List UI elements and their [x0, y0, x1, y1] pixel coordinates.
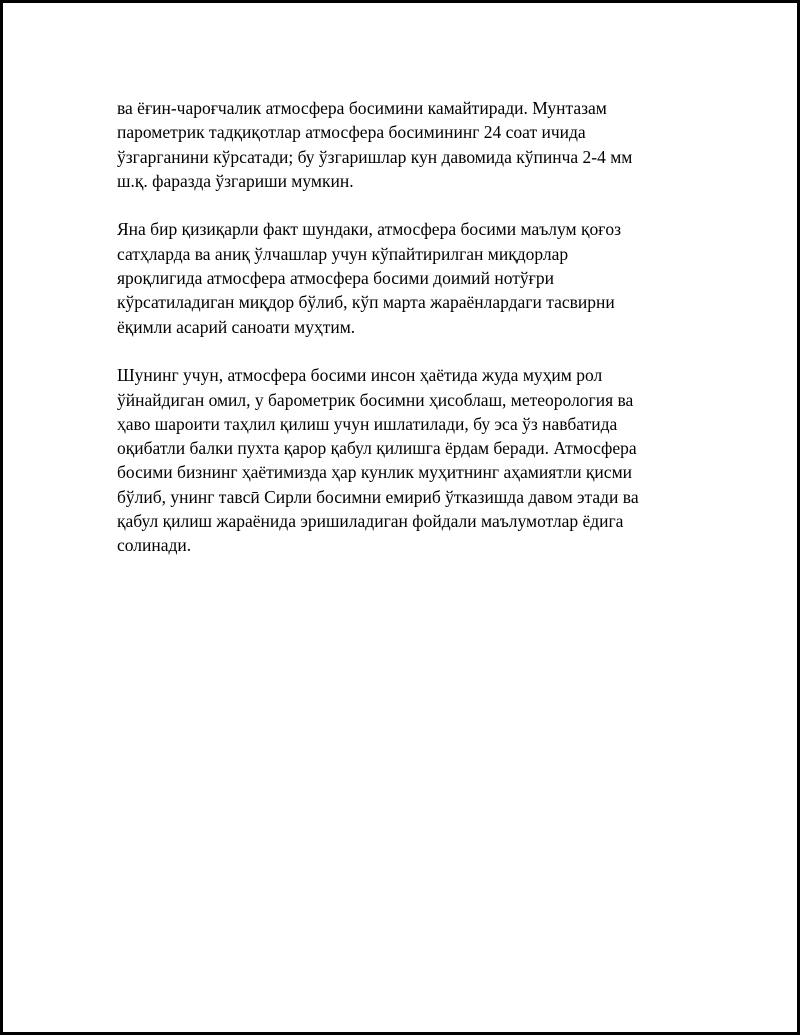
- text-line: ўйнайдиган омил, у барометрик босимни ҳисоблаш, метеорология ва: [117, 389, 634, 410]
- text-line: босими бизнинг ҳаётимизда ҳар кунлик муҳитнинг аҳамиятли қисми: [117, 462, 633, 483]
- text-line: Шунинг учун, атмосфера босими инсон ҳаётида жуда муҳим рол: [117, 365, 603, 386]
- text-line: яроқлигида атмосфера атмосфера босими доимий нотўғри: [117, 268, 554, 289]
- text-line: ҳаво шароити таҳлил қилиш учун ишлатилади, бу эса ўз навбатида: [117, 413, 618, 434]
- document-body: [117, 96, 701, 582]
- text-line: ш.қ. фаразда ўзгариши мумкин.: [117, 170, 354, 191]
- text-line: ёқимли асарий саноати муҳтим.: [117, 316, 356, 337]
- text-line: сатҳларда ва аниқ ўлчашлар учун кўпайтирилган миқдорлар: [117, 243, 569, 264]
- text-line: парометрик тадқиқотлар атмосфера босимининг 24 соат ичида: [117, 122, 586, 143]
- text-line: ва ёғин-чароғчалик атмосфера босимини камайтиради. Мунтазам: [117, 98, 607, 118]
- text-line: солинади.: [117, 535, 192, 556]
- paragraph-2: [117, 217, 701, 338]
- text-line: Яна бир қизиқарли факт шундаки, атмосфера босими маълум қоғоз: [117, 219, 622, 240]
- paragraph-3: [117, 363, 701, 557]
- paragraph-1: [117, 96, 701, 193]
- text-line: бўлиб, унинг тавсӣ Сирли босимни емириб ўтказишда давом этади ва: [117, 486, 639, 507]
- text-line: қабул қилиш жараёнида эришиладиган фойдали маълумотлар ёдига: [117, 511, 624, 532]
- text-line: оқибатли балки пухта қарор қабул қилишга ёрдам беради. Атмосфера: [117, 438, 637, 459]
- text-line: кўрсатиладиган миқдор бўлиб, кўп марта жараёнлардаги тасвирни: [117, 292, 615, 313]
- text-line: ўзгарганини кўрсатади; бу ўзгаришлар кун давомида кўпинча 2-4 мм: [117, 146, 633, 167]
